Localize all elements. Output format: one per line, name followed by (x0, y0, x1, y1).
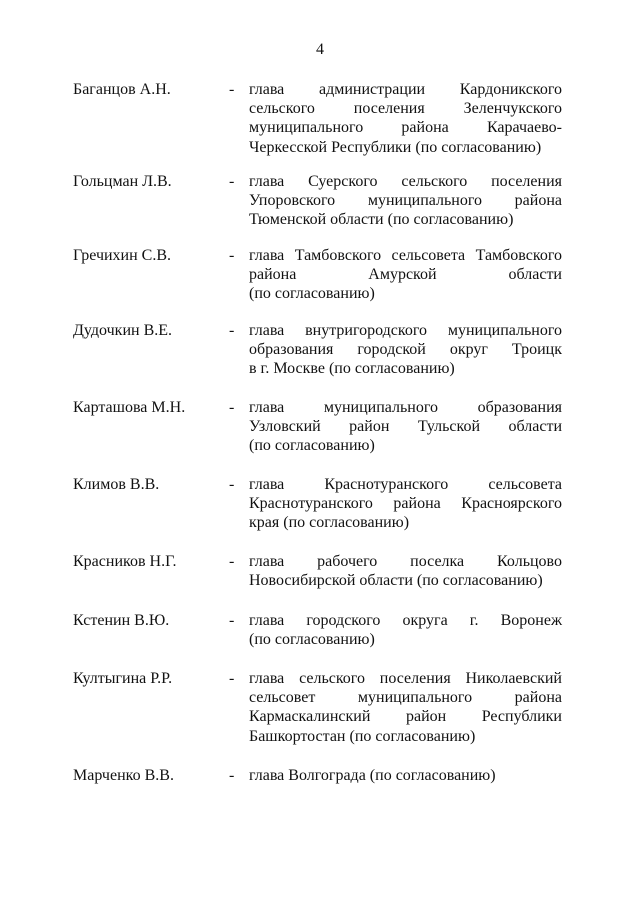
position-description (249, 766, 562, 785)
description-line: Башкортостан (по согласованию) (249, 727, 476, 745)
description-line: глава Волгограда (по согласованию) (249, 767, 496, 784)
description-line: Черкесской Республики (по согласованию) (249, 138, 542, 156)
description-line: глава администрации Кардоникского (249, 81, 562, 98)
separator-dash: - (229, 322, 235, 339)
position-description (249, 246, 562, 304)
person-name: Красников Н.Г. (73, 553, 177, 570)
description-line: глава Краснотуранского сельсовета (249, 476, 562, 493)
description-line: района Амурской области (249, 266, 562, 284)
person-name: Марченко В.В. (73, 767, 174, 784)
description-line: глава сельского поселения Николаевский (249, 670, 562, 687)
description-line: сельсовет муниципального района (249, 689, 562, 707)
page-number: 4 (316, 41, 324, 58)
description-line: Новосибирской области (по согласованию) (249, 572, 543, 590)
description-line: глава муниципального образования (249, 399, 562, 416)
description-line: (по согласованию) (249, 631, 375, 649)
description-line: глава Суерского сельского поселения (249, 173, 562, 190)
description-line: глава внутригородского муниципального (249, 322, 562, 339)
description-line: глава рабочего поселка Кольцово (249, 553, 562, 570)
separator-dash: - (229, 399, 235, 416)
separator-dash: - (229, 247, 235, 264)
description-line: образования городской округ Троицк (249, 341, 562, 359)
description-line: Упоровского муниципального района (249, 192, 562, 210)
description-line: Узловский район Тульской области (249, 418, 562, 436)
position-description (249, 611, 562, 649)
position-description (249, 552, 562, 590)
person-name: Гречихин С.В. (73, 247, 172, 264)
description-line: Краснотуранского района Красноярского (249, 495, 562, 513)
separator-dash: - (229, 612, 235, 629)
separator-dash: - (229, 476, 235, 493)
person-name: Култыгина Р.Р. (73, 670, 173, 687)
position-description (249, 398, 562, 456)
position-description (249, 80, 562, 157)
position-description (249, 321, 562, 379)
description-line: глава городского округа г. Воронеж (249, 612, 562, 629)
person-name: Карташова М.Н. (73, 399, 186, 416)
separator-dash: - (229, 767, 235, 784)
separator-dash: - (229, 173, 235, 190)
description-line: сельского поселения Зеленчукского (249, 100, 562, 118)
description-line: края (по согласованию) (249, 514, 410, 532)
person-name: Гольцман Л.В. (73, 173, 172, 190)
description-line: муниципального района Карачаево- (249, 119, 562, 137)
person-name: Кстенин В.Ю. (73, 612, 170, 629)
person-name: Баганцов А.Н. (73, 81, 171, 98)
description-line: (по согласованию) (249, 285, 375, 303)
position-description (249, 172, 562, 230)
description-line: глава Тамбовского сельсовета Тамбовского (249, 247, 562, 264)
position-description (249, 475, 562, 533)
separator-dash: - (229, 670, 235, 687)
description-line: в г. Москве (по согласованию) (249, 360, 455, 378)
description-line: Тюменской области (по согласованию) (249, 211, 514, 229)
description-line: Кармаскалинский район Республики (249, 708, 562, 726)
description-line: (по согласованию) (249, 437, 375, 455)
separator-dash: - (229, 553, 235, 570)
separator-dash: - (229, 81, 235, 98)
position-description (249, 669, 562, 746)
person-name: Дудочкин В.Е. (73, 322, 173, 339)
person-name: Климов В.В. (73, 476, 160, 493)
